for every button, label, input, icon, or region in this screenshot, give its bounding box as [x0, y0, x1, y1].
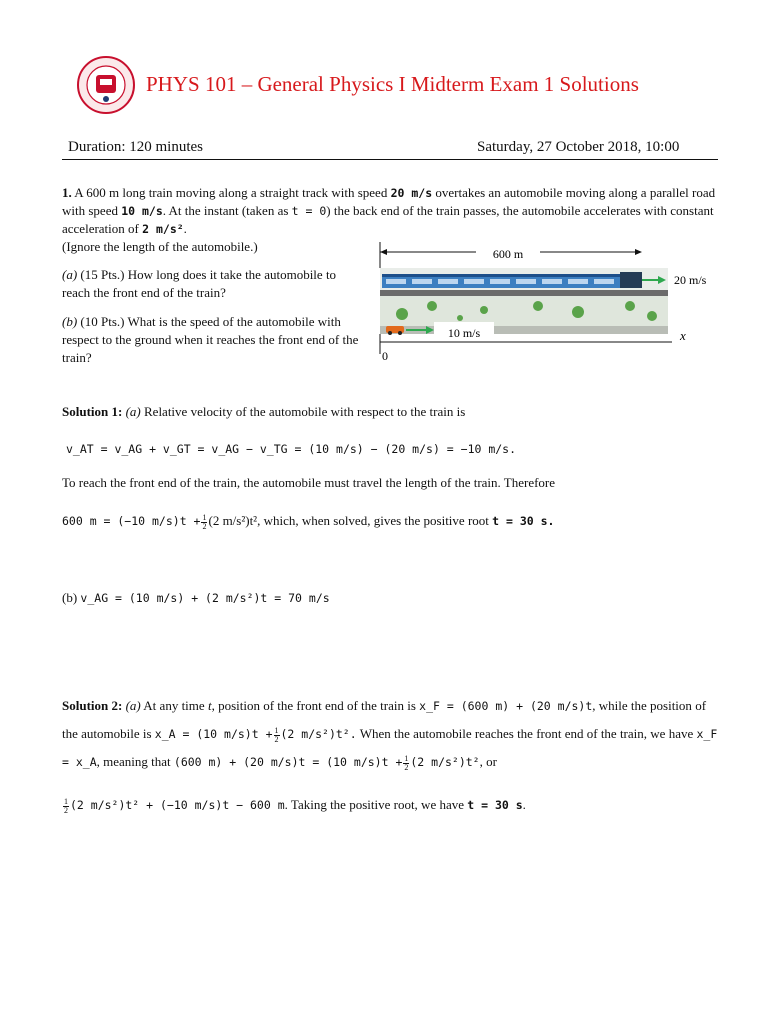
- acceleration-value: 2 m/s²: [142, 222, 184, 236]
- train-figure: [372, 236, 707, 372]
- fraction-numerator: 1: [274, 725, 279, 735]
- train-speed-label: 20 m/s: [674, 273, 707, 287]
- car-speed-label: 10 m/s: [447, 326, 481, 340]
- question-text: ) the back end of the train passes, the automobile accelerates with constant acceleration of: [62, 203, 714, 236]
- solution2-text: of the automobile is: [62, 698, 707, 741]
- part-b-text: (10 Pts.) What is the speed of the automobile with respect to the ground when it reaches the front end of the train?: [62, 314, 359, 365]
- combined-equation-left: (600 m) + (20 m/s)t = (10 m/s)t +: [173, 755, 403, 769]
- quadratic-equation-text: (2 m/s²)t² + (−10 m/s)t − 600 m: [70, 798, 285, 812]
- fraction-denominator: 2: [64, 805, 68, 815]
- axis-x-label: x: [680, 328, 686, 343]
- solution1-text: Relative velocity of the automobile with respect to the train is: [144, 404, 466, 419]
- solution2-text: , meaning that: [96, 754, 171, 769]
- position-equation-left: 600 m = (−10 m/s)t +: [62, 514, 201, 528]
- train-speed-value: 20 m/s: [390, 186, 433, 200]
- fraction-denominator: 2: [202, 521, 207, 531]
- solution2-root: t = 30 s: [467, 798, 523, 812]
- auto-position-right: (2 m/s²)t².: [280, 727, 357, 741]
- page-title: PHYS 101 – General Physics I Midterm Exam 1 Solutions: [146, 72, 639, 96]
- solution1-reach-text: To reach the front end of the train, the automobile must travel the length of the train. Therefore: [62, 475, 556, 490]
- solution2-label: Solution 2:: [62, 698, 123, 713]
- relative-velocity-equation: v_AT = v_AG + v_GT = v_AG − v_TG = (10 m/s) − (20 m/s) = −10 m/s.: [66, 442, 517, 456]
- auto-speed-value: 10 m/s: [121, 204, 163, 218]
- question-note: (Ignore the length of the automobile.): [62, 239, 258, 254]
- solution2-text: , position of the front end of the train is: [211, 698, 416, 713]
- fraction-numerator: 1: [404, 753, 409, 763]
- fraction-half: [274, 727, 280, 744]
- solution2-text: At any time: [143, 698, 205, 713]
- part-a-label: (a): [62, 267, 78, 282]
- position-equation-right: (2 m/s²)t², which, when solved, gives the positive root: [208, 513, 489, 528]
- solution2-text: , while the position: [592, 698, 692, 713]
- fraction-denominator: 2: [274, 734, 279, 744]
- solution2-var-t: t: [207, 698, 212, 713]
- origin-label: 0: [382, 349, 388, 363]
- part-b: [62, 313, 362, 367]
- question-text: A 600 m long train moving along a straight track with speed: [74, 185, 388, 200]
- fraction-denominator: 2: [404, 762, 409, 772]
- fraction-half: [63, 798, 69, 815]
- solution1-intro: [62, 403, 718, 421]
- solution1-part-b-label: (b): [62, 590, 78, 605]
- speed-equation-text: v_AG = (10 m/s) + (2 m/s²)t = 70 m/s: [80, 591, 330, 605]
- part-a: [62, 266, 362, 302]
- solution1-label: Solution 1:: [62, 404, 123, 419]
- solution2-text: . Taking the positive root, we have: [284, 797, 465, 812]
- exam-duration: Duration: 120 minutes: [68, 139, 203, 155]
- question-text: .: [183, 221, 187, 236]
- solution2-body: [62, 692, 718, 776]
- solution2-text: When the automobile reaches the front end of the train, we: [359, 726, 666, 741]
- position-equation: [62, 512, 718, 531]
- solution2-text: have: [668, 726, 694, 741]
- fraction-half: [201, 514, 207, 531]
- question-number: 1.: [62, 185, 72, 200]
- question-text: overtakes an automobile moving along a parallel road with speed: [62, 185, 716, 218]
- solution2-text: , or: [479, 754, 497, 769]
- front-position-equation: x_F = (600 m) + (20 m/s)t: [419, 699, 593, 713]
- auto-position-left: x_A = (10 m/s)t +: [154, 727, 273, 741]
- length-label: 600 m: [492, 247, 524, 261]
- part-a-text: (15 Pts.) How long does it take the automobile to reach the front end of the train?: [62, 267, 337, 300]
- header-divider: [62, 159, 718, 160]
- train: [382, 272, 642, 288]
- combined-equation-right: (2 m/s²)t²: [410, 755, 480, 769]
- fraction-numerator: 1: [64, 796, 68, 806]
- fraction-half: [403, 755, 409, 772]
- question-text: . At the instant (taken as: [162, 203, 289, 218]
- solution1-part-a-label: (a): [125, 404, 141, 419]
- part-b-label: (b): [62, 314, 78, 329]
- solution2-text: .: [522, 797, 526, 812]
- fraction-numerator: 1: [202, 512, 207, 522]
- quadratic-equation: [62, 796, 718, 815]
- university-logo: [76, 55, 136, 115]
- equality-equation: x_F = x_A: [62, 727, 718, 769]
- root-value: t = 30 s.: [492, 514, 555, 528]
- exam-datetime: Saturday, 27 October 2018, 10:00: [477, 139, 680, 155]
- time-zero: t = 0: [291, 204, 327, 218]
- solution2-part-a-label: (a): [125, 698, 141, 713]
- speed-equation: [62, 589, 718, 607]
